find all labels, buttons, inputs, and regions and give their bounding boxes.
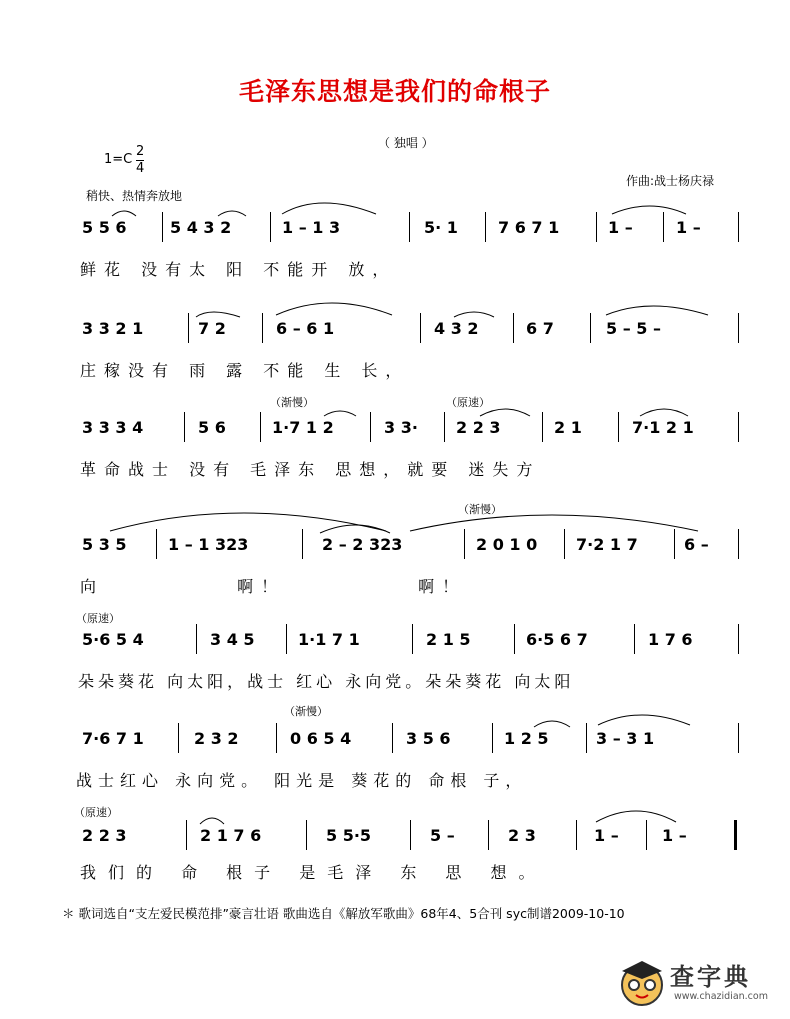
measure: 3 5 6 (406, 729, 451, 748)
measure: 1·7 1 2 (272, 418, 334, 437)
watermark-name: 查字典 (670, 963, 751, 991)
measure: 1 7 6 (648, 630, 693, 649)
measure: 3 3· (384, 418, 418, 437)
barline (634, 624, 635, 654)
performance-type: （ 独唱 ） (378, 136, 434, 150)
time-signature-bottom: 4 (136, 161, 145, 176)
time-signature (136, 144, 144, 177)
measure: 2 1 5 (426, 630, 471, 649)
measure: 5 6 (198, 418, 226, 437)
watermark-url: www.chazidian.com (674, 991, 768, 1002)
measure: 3 4 5 (210, 630, 255, 649)
lyrics-line: 战士红心 永向党。 阳光是 葵花的 命根 子， (76, 771, 528, 790)
measure: 5 4 3 2 (170, 218, 232, 237)
measure: 3 3 2 1 (82, 319, 144, 338)
measure: 3 3 3 4 (82, 418, 144, 437)
source-footnote: ＊ 歌词选自“支左爱民模范排”豪言壮语 歌曲选自《解放军歌曲》68年4、5合刊 syc制谱2009-10-10 (62, 906, 625, 921)
slur-marks (0, 313, 790, 383)
measure: 5 5 6 (82, 218, 127, 237)
slur-marks (0, 212, 790, 282)
lyrics-line: 革命战士 没有 毛泽东 思想，就要 迷失方 (80, 460, 541, 479)
measure: 1 – (594, 826, 619, 845)
lyrics-line: 我们的 命 根子 是毛泽 东 思 想。 (80, 863, 547, 882)
score-system-7 (0, 806, 790, 890)
song-title: 毛泽东思想是我们的命根子 (238, 77, 551, 106)
measure: 5 5·5 (326, 826, 372, 845)
score-system-5 (0, 612, 790, 694)
tempo-mark: （渐慢） (458, 503, 502, 516)
score-system-2 (0, 313, 790, 383)
tempo-mark: （原速） (76, 612, 120, 625)
lyrics-line: 朵朵葵花 向太阳，战士 红心 永向党。朵朵葵花 向太阳 (78, 672, 575, 691)
time-signature-top: 2 (136, 144, 145, 159)
barline (196, 624, 197, 654)
measure: 2 2 3 (82, 826, 127, 845)
measure: 7 2 (198, 319, 226, 338)
measure: 5 3 5 (82, 535, 127, 554)
tempo-mark: （原速） (446, 396, 490, 409)
slur-marks (0, 412, 790, 482)
measure: 7·1 2 1 (632, 418, 694, 437)
barline (514, 624, 515, 654)
barline (412, 624, 413, 654)
measure: 2 0 1 0 (476, 535, 538, 554)
measure: 2 1 7 6 (200, 826, 262, 845)
measure: 1 – 1 323 (168, 535, 249, 554)
key-signature: 1=C (104, 152, 133, 167)
measure: 1 2 5 (504, 729, 549, 748)
score-system-1 (0, 212, 790, 282)
score-system-4 (0, 503, 790, 599)
measure: 5 – (430, 826, 455, 845)
composer-credit: 作曲:战士杨庆禄 (626, 174, 715, 188)
measure: 2 3 2 (194, 729, 239, 748)
measure: 7 6 7 1 (498, 218, 560, 237)
tempo-mark: （原速） (74, 806, 118, 819)
barline (286, 624, 287, 654)
measure: 3 – 3 1 (596, 729, 655, 748)
measure: 7·2 1 7 (576, 535, 638, 554)
measure: 5· 1 (424, 218, 458, 237)
measure: 1·1 7 1 (298, 630, 360, 649)
slur-marks (0, 529, 790, 599)
measure: 4 3 2 (434, 319, 479, 338)
measure: 0 6 5 4 (290, 729, 352, 748)
tempo-mark: （渐慢） (270, 396, 314, 409)
measure: 7·6 7 1 (82, 729, 144, 748)
slur-marks (0, 723, 790, 793)
measure: 2 3 (508, 826, 536, 845)
measure: 6·5 6 7 (526, 630, 588, 649)
measure: 1 – (608, 218, 633, 237)
barline (738, 624, 739, 654)
lyrics-line: 向 啊！ 啊！ (80, 577, 467, 596)
measure: 1 – (662, 826, 687, 845)
measure: 5 – 5 – (606, 319, 661, 338)
tempo-marking: 稍快、热情奔放地 (86, 189, 183, 203)
measure: 2 2 3 (456, 418, 501, 437)
measure: 2 – 2 323 (322, 535, 403, 554)
measure: 1 – 1 3 (282, 218, 341, 237)
score-system-3 (0, 396, 790, 482)
tempo-mark: （渐慢） (284, 705, 328, 718)
measure: 2 1 (554, 418, 582, 437)
mascot-icon (614, 953, 670, 1009)
watermark-logo (614, 953, 778, 1011)
measure: 1 – (676, 218, 701, 237)
measure: 6 – (684, 535, 709, 554)
measure: 6 – 6 1 (276, 319, 335, 338)
measure: 5·6 5 4 (82, 630, 144, 649)
lyrics-line: 庄稼没有 雨 露 不能 生 长， (80, 361, 410, 380)
lyrics-line: 鲜花 没有太 阳 不能开 放， (80, 260, 397, 279)
measure: 6 7 (526, 319, 554, 338)
slur-marks (0, 820, 790, 890)
score-system-6 (0, 705, 790, 793)
